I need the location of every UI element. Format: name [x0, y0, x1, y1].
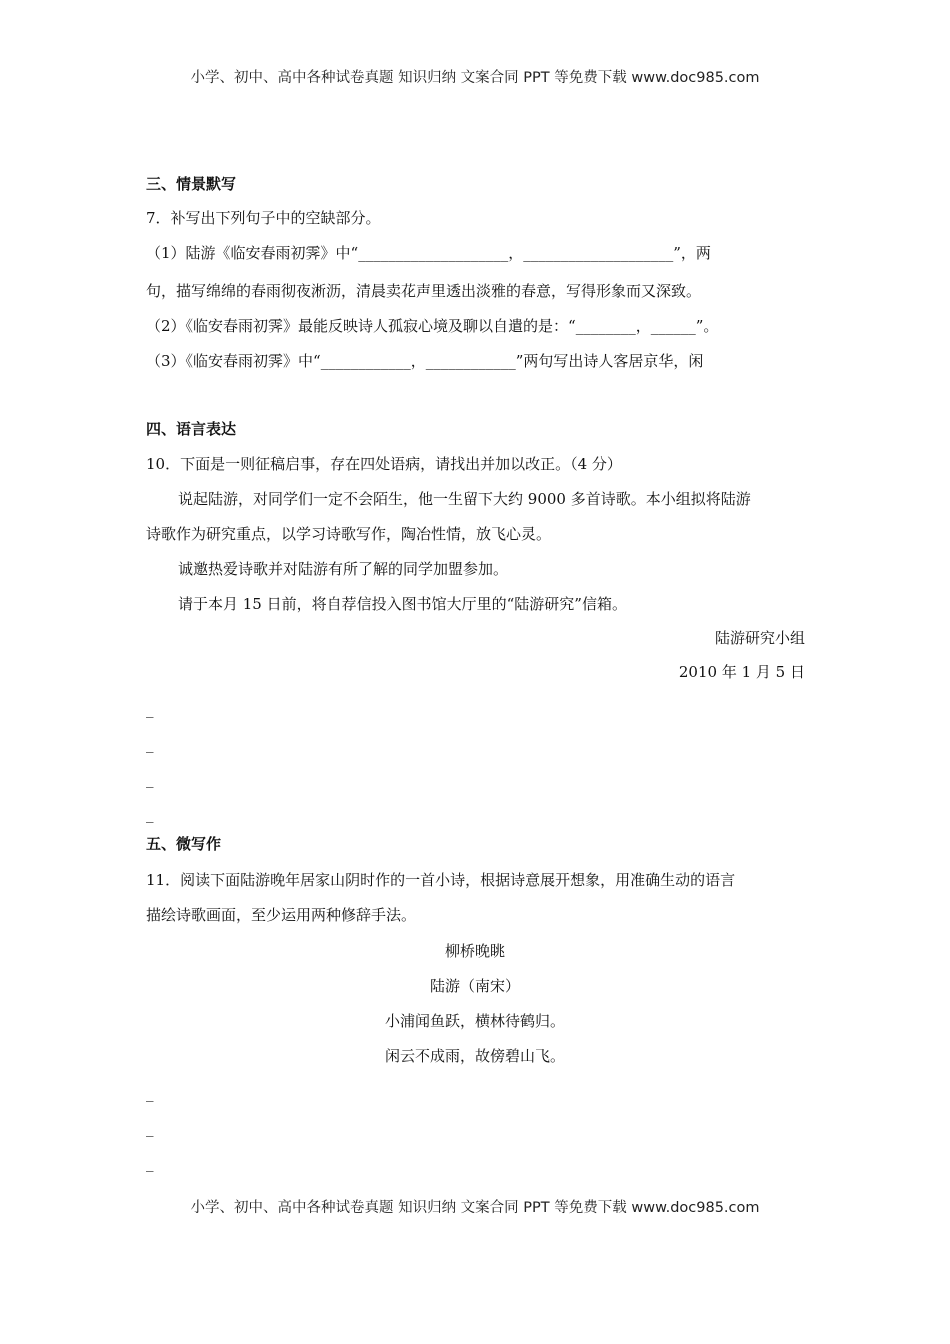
q10-para1-line2: 诗歌作为研究重点，以学习诗歌写作，陶冶性情，放飞心灵。 [146, 525, 552, 543]
poem-line-1: 小浦闻鱼跃，横林待鹤归。 [384, 1012, 565, 1030]
q11-stem-line2: 描绘诗歌画面，至少运用两种修辞手法。 [146, 906, 417, 924]
q7-item3: （3）《临安春雨初霁》中“____________，____________”两句写出诗人客居京华，闲 [146, 352, 704, 370]
section-5-title: 五、微写作 [146, 835, 222, 853]
poem-line-2: 闲云不成雨，故傍碧山飞。 [384, 1047, 565, 1065]
q7-item1-line2: 句，描写绵绵的春雨彻夜淅沥，清晨卖花声里透出淡雅的春意，写得形象而又深致。 [146, 282, 702, 300]
q7-item1-line1: （1）陆游《临安春雨初霁》中“____________________，____________________”，两 [146, 244, 711, 262]
q10-stem: 10．下面是一则征稿启事，存在四处语病，请找出并加以改正。（4 分） [146, 455, 622, 473]
q10-para1-line1: 说起陆游，对同学们一定不会陌生，他一生留下大约 9000 多首诗歌。本小组拟将陆游 [178, 490, 751, 508]
page-header: 小学、初中、高中各种试卷真题 知识归纳 文案合同 PPT 等免费下载 www.doc985.com [190, 70, 760, 86]
answer-line: _ [146, 700, 154, 718]
q11-stem-line1: 11．阅读下面陆游晚年居家山阴时作的一首小诗，根据诗意展开想象，用准确生动的语言 [146, 871, 736, 889]
answer-line: _ [146, 1154, 154, 1172]
q10-para3: 请于本月 15 日前，将自荐信投入图书馆大厅里的“陆游研究”信箱。 [178, 595, 627, 613]
q10-para2: 诚邀热爱诗歌并对陆游有所了解的同学加盟参加。 [178, 560, 509, 578]
poem-title: 柳桥晚眺 [444, 942, 505, 960]
answer-line: _ [146, 1084, 154, 1102]
section-3-title: 三、情景默写 [146, 175, 237, 193]
q7-item2: （2）《临安春雨初霁》最能反映诗人孤寂心境及聊以自遣的是：“________，______”。 [146, 317, 719, 335]
answer-line: _ [146, 805, 154, 823]
poem-author: 陆游（南宋） [429, 977, 520, 995]
answer-line: _ [146, 1119, 154, 1137]
q7-stem: 7．补写出下列句子中的空缺部分。 [146, 209, 381, 227]
answer-line: _ [146, 735, 154, 753]
notice-signature: 陆游研究小组 [714, 629, 805, 647]
answer-line: _ [146, 770, 154, 788]
page-footer: 小学、初中、高中各种试卷真题 知识归纳 文案合同 PPT 等免费下载 www.doc985.com [190, 1200, 760, 1216]
section-4-title: 四、语言表达 [146, 420, 237, 438]
notice-date: 2010 年 1 月 5 日 [678, 663, 805, 681]
